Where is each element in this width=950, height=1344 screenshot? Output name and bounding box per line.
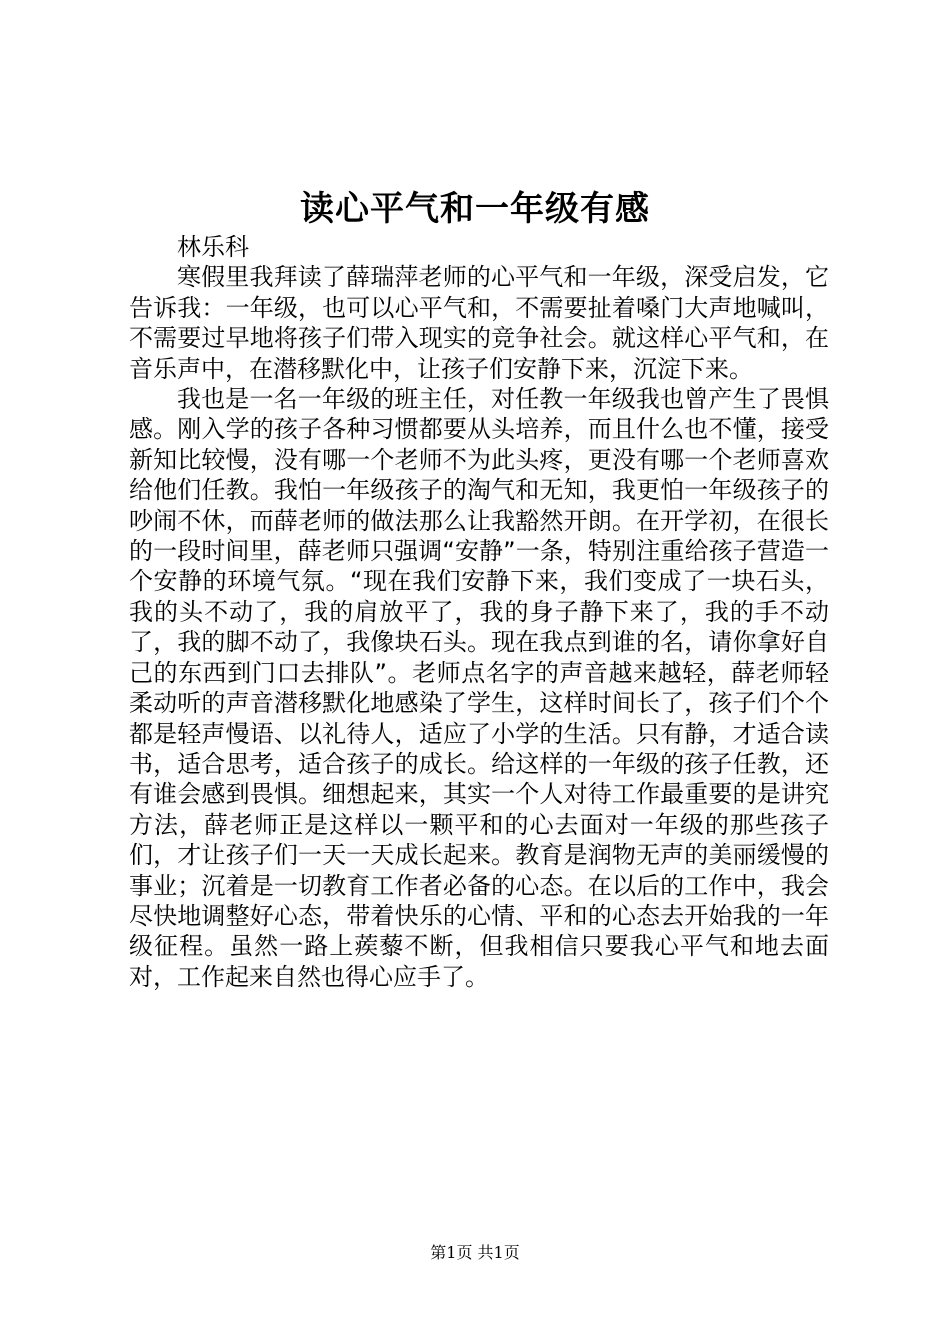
document-title: 读心平气和一年级有感 — [300, 189, 650, 229]
paragraph-2: 我也是一名一年级的班主任，对任教一年级我也曾产生了畏惧感。刚入学的孩子各种习惯都要从头培养，而且什么也不懂，接受新知比较慢，没有哪一个老师不为此头疼，更没有哪一个老师喜欢给他们任教。我怕一年级孩子的淘气和无知，我更怕一年级孩子的吵闹不休，而薛老师的做法那么让我豁然开朗。在开学初，在很长的一段时间里，薛老师只强调“安静”一条，特别注重给孩子营造一个安静的环境气氛。“现在我们安静下来，我们变成了一块石头，我的头不动了，我的肩放平了，我的身子静下来了，我的手不动了，我的脚不动了，我像块石头。现在我点到谁的名，请你拿好自己的东西到门口去排队”。老师点名字的声音越来越轻，薛老师轻柔动听的声音潜移默化地感染了学生，这样时间长了，孩子们个个都是轻声慢语、以礼待人，适应了小学的生活。只有静，才适合读书，适合思考，适合孩子的成长。给这样的一年级的孩子任教，还有谁会感到畏惧。细想起来，其实一个人对待工作最重要的是讲究方法，薛老师正是这样以一颗平和的心去面对一年级的那些孩子们，才让孩子们一天一天成长起来。教育是润物无声的美丽缓慢的事业；沉着是一切教育工作者必备的心态。在以后的工作中，我会尽快地调整好心态，带着快乐的心情、平和的心态去开始我的一年级征程。虽然一路上蒺藜不断，但我相信只要我心平气和地去面对，工作起来自然也得心应手了。 — [129, 385, 829, 991]
page-footer: 第1页 共1页 — [430, 1243, 520, 1262]
author-name: 林乐科 — [177, 233, 249, 261]
paragraph-1: 寒假里我拜读了薛瑞萍老师的心平气和一年级，深受启发，它告诉我：一年级，也可以心平气和，不需要扯着嗓门大声地喊叫，不需要过早地将孩子们带入现实的竞争社会。就这样心平气和，在音乐声中，在潜移默化中，让孩子们安静下来，沉淀下来。 — [129, 263, 829, 383]
document-body — [129, 232, 829, 992]
